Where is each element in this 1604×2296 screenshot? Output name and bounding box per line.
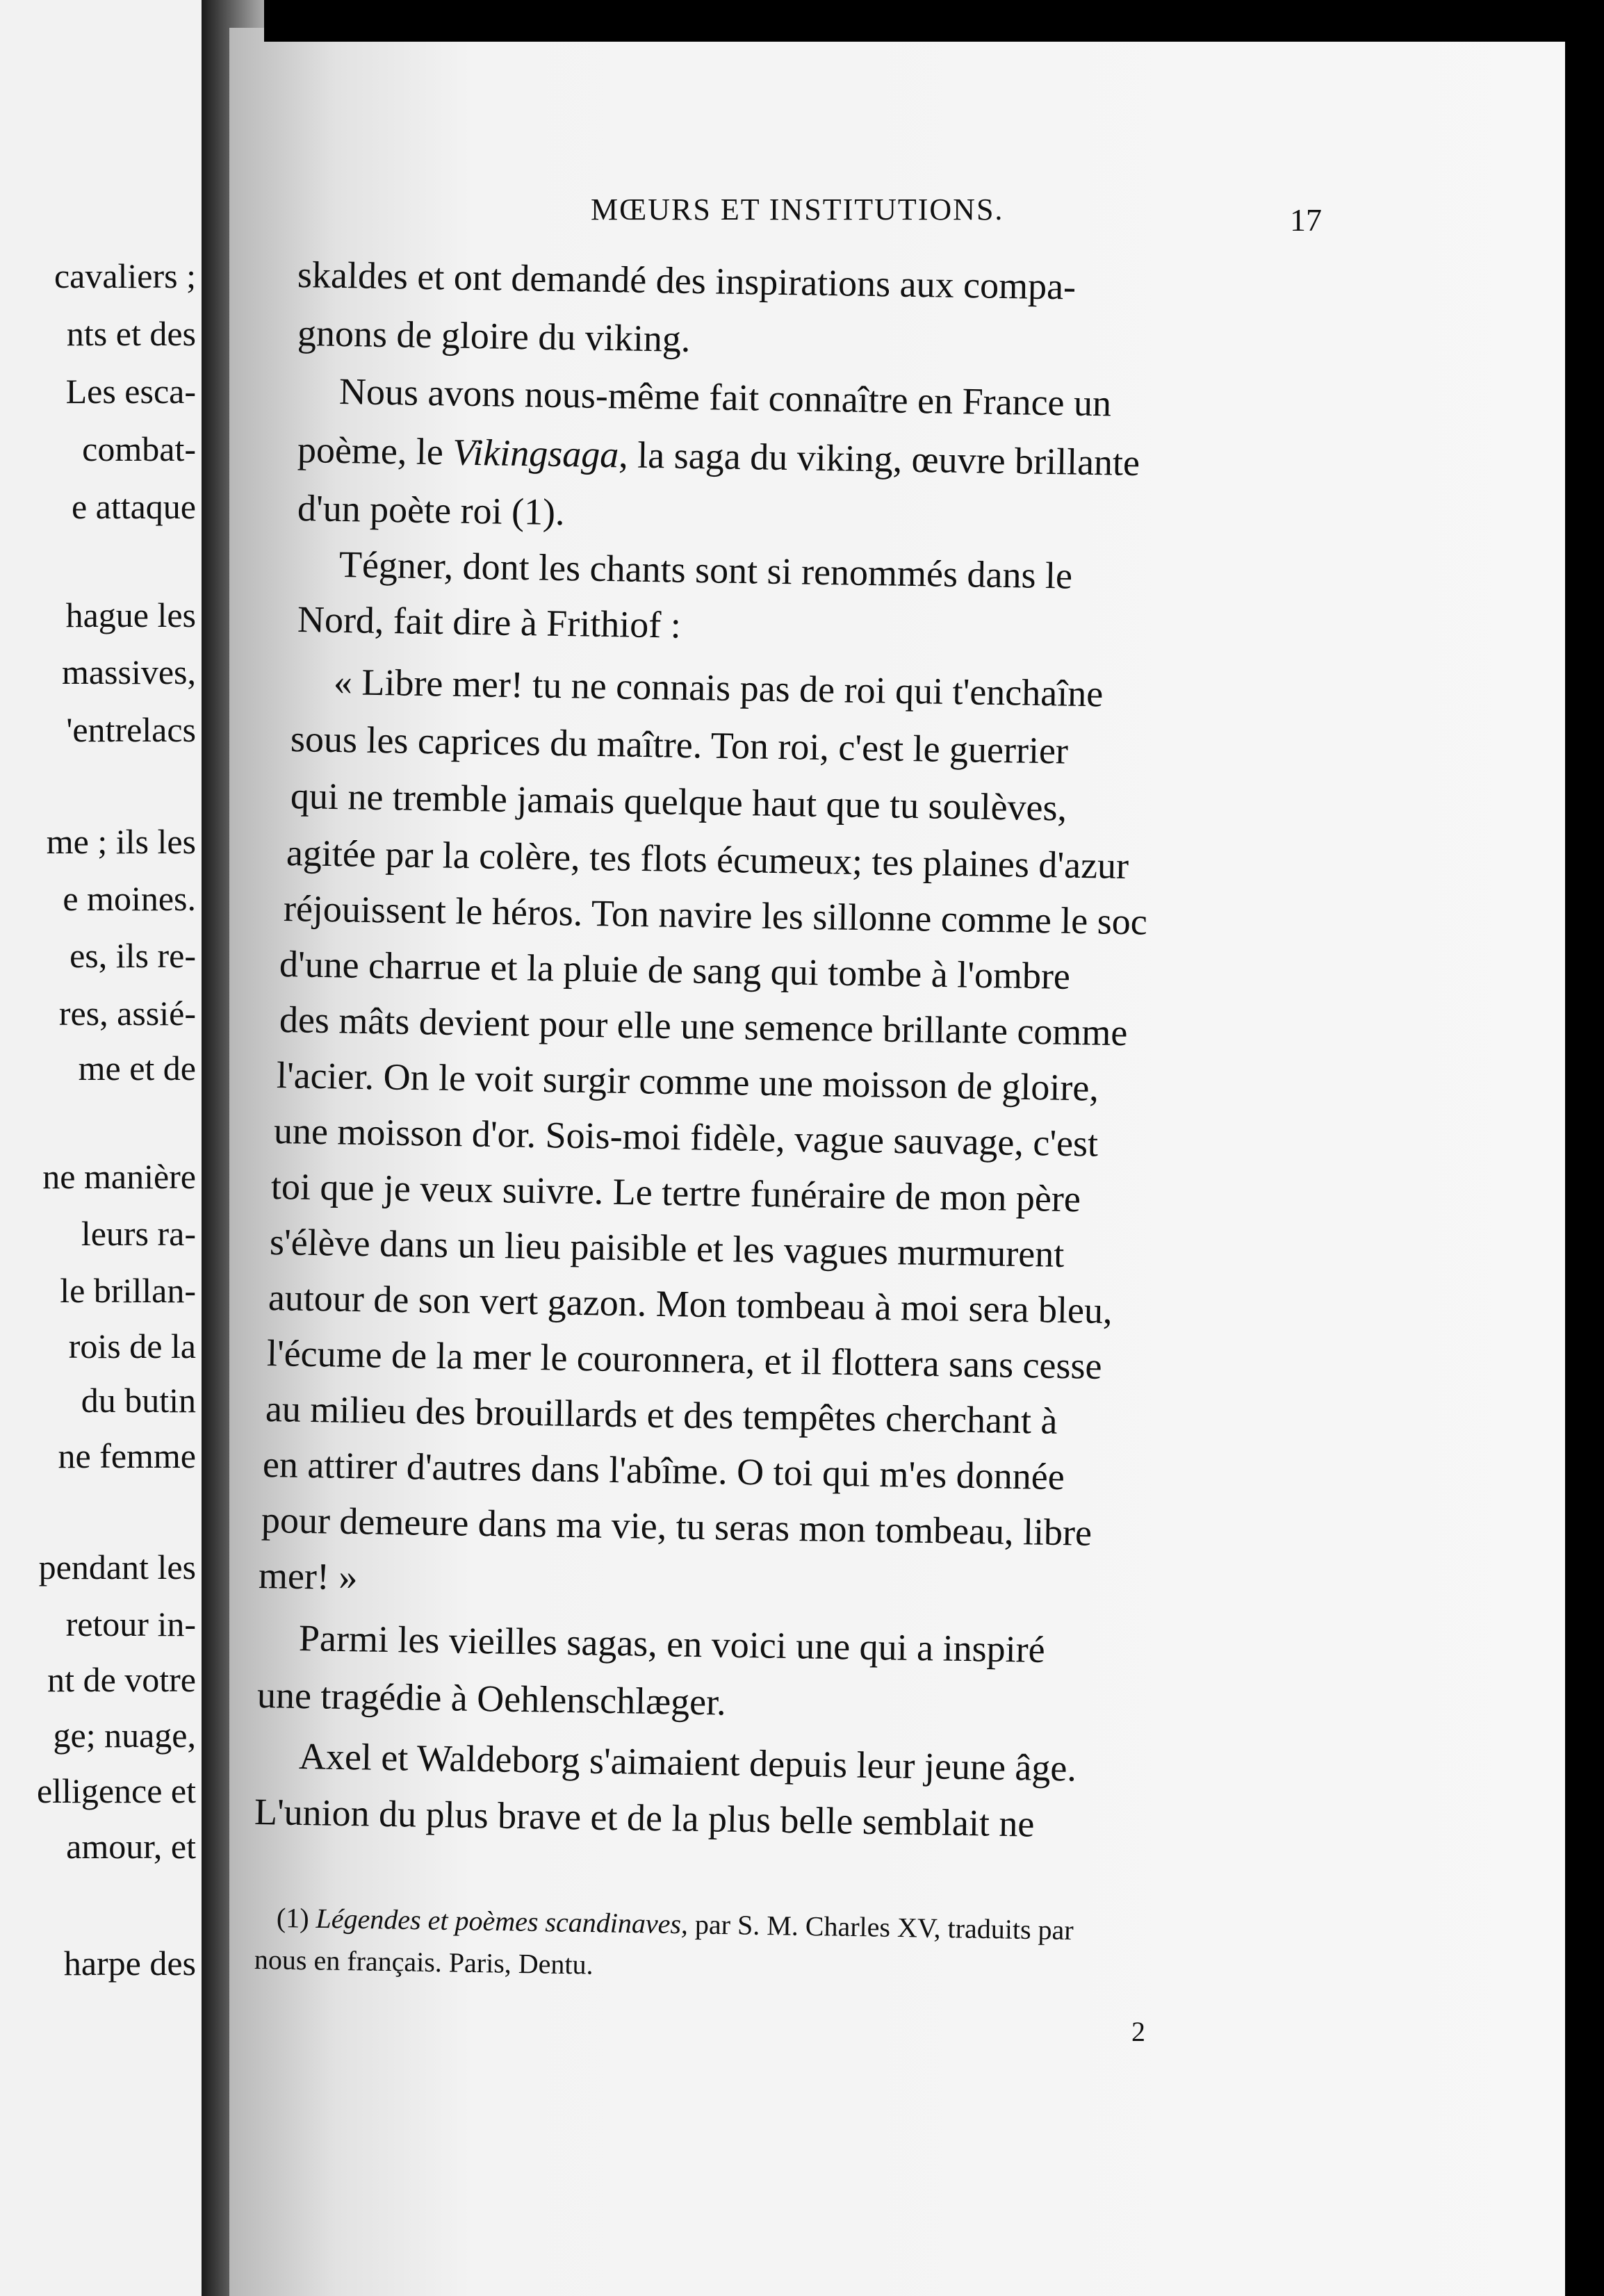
body-line: skaldes et ont demandé des inspirations aux compa-	[297, 254, 1077, 308]
body-line: Nous avons nous-même fait connaître en France un	[338, 370, 1112, 425]
body-line: pour demeure dans ma vie, tu seras mon tombeau, libre	[261, 1499, 1092, 1554]
footnote-line-2: nous en français. Paris, Dentu.	[254, 1944, 594, 1981]
left-line: cavaliers ;	[54, 256, 196, 295]
left-line: rois de la	[68, 1327, 196, 1366]
body-line: Axel et Waldeborg s'aimaient depuis leur jeune âge.	[298, 1735, 1077, 1789]
left-line: me et de	[78, 1049, 196, 1088]
body-line: poème, le Vikingsaga, la saga du viking, œuvre brillante	[297, 429, 1140, 484]
left-line: amour, et	[66, 1827, 196, 1866]
body-line: agitée par la colère, tes flots écumeux; tes plaines d'azur	[286, 832, 1129, 887]
left-line: retour in-	[65, 1605, 196, 1643]
italic-title: Vikingsaga	[452, 431, 619, 476]
left-line: elligence et	[36, 1771, 196, 1810]
page-number: 17	[1290, 202, 1322, 238]
body-line: « Libre mer! tu ne connais pas de roi qui t'enchaîne	[333, 661, 1104, 715]
body-line: Nord, fait dire à Frithiof :	[297, 598, 682, 646]
body-line: L'union du plus brave et de la plus belle semblait ne	[254, 1791, 1035, 1845]
body-line: sous les caprices du maître. Ton roi, c'est le guerrier	[290, 718, 1069, 772]
footnote-marker: (1)	[276, 1902, 309, 1934]
body-line: une tragédie à Oehlenschlæger.	[256, 1674, 727, 1723]
body-line: gnons de gloire du viking.	[297, 312, 691, 360]
left-line: nts et des	[66, 314, 196, 353]
left-line: e moines.	[63, 879, 196, 918]
body-line: Tégner, dont les chants sont si renommés dans le	[338, 543, 1073, 597]
left-line: massives,	[61, 653, 196, 691]
left-line: nt de votre	[47, 1660, 196, 1699]
left-line: Les esca-	[65, 372, 196, 411]
body-line: toi que je veux suivre. Le tertre funéraire de mon père	[270, 1165, 1081, 1220]
body-line: d'une charrue et la pluie de sang qui tombe à l'ombre	[279, 943, 1071, 997]
left-line: combat-	[82, 429, 196, 468]
footnote-rest: par S. M. Charles XV, traduits par	[694, 1908, 1074, 1946]
body-line: Parmi les vieilles sagas, en voici une qui a inspiré	[298, 1617, 1046, 1671]
left-line: res, assié-	[58, 994, 196, 1033]
running-head: MŒURS ET INSTITUTIONS.	[591, 192, 1004, 227]
body-line: en attirer d'autres dans l'abîme. O toi qui m'es donnée	[262, 1443, 1065, 1498]
left-line: pendant les	[38, 1548, 196, 1586]
left-line: le brillan-	[60, 1271, 196, 1310]
left-line: ge; nuage,	[53, 1716, 196, 1755]
left-line: me ; ils les	[46, 822, 196, 861]
body-line: s'élève dans un lieu paisible et les vagues murmurent	[269, 1221, 1065, 1275]
left-line: es, ils re-	[69, 936, 196, 975]
body-line: l'écume de la mer le couronnera, et il flottera sans cesse	[266, 1332, 1103, 1387]
body-line: réjouissent le héros. Ton navire les sillonne comme le soc	[283, 887, 1148, 943]
body-line: d'un poète roi (1).	[297, 487, 566, 534]
footnote-title: Légendes et poèmes scandinaves,	[316, 1902, 689, 1940]
body-line: des mâts devient pour elle une semence brillante comme	[279, 999, 1128, 1054]
left-line: leurs ra-	[81, 1214, 196, 1253]
left-line: ne femme	[58, 1436, 196, 1475]
page-top-edge	[264, 0, 1571, 42]
body-line: autour de son vert gazon. Mon tombeau à moi sera bleu,	[268, 1277, 1113, 1332]
signature-mark: 2	[1131, 2016, 1145, 2047]
body-line: l'acier. On le voit surgir comme une moisson de gloire,	[276, 1054, 1099, 1109]
body-line: mer! »	[258, 1555, 358, 1598]
left-line: 'entrelacs	[66, 710, 196, 749]
left-line: ne manière	[42, 1157, 196, 1196]
left-page-fragment	[0, 0, 202, 2296]
left-line: hague les	[65, 596, 196, 634]
body-line: qui ne tremble jamais quelque haut que tu soulèves,	[290, 775, 1067, 829]
left-line: harpe des	[63, 1944, 196, 1983]
left-line: e attaque	[71, 487, 196, 526]
body-line: une moisson d'or. Sois-moi fidèle, vague sauvage, c'est	[273, 1110, 1099, 1165]
left-line: du butin	[81, 1381, 196, 1420]
body-line: au milieu des brouillards et des tempêtes cherchant à	[265, 1388, 1058, 1442]
